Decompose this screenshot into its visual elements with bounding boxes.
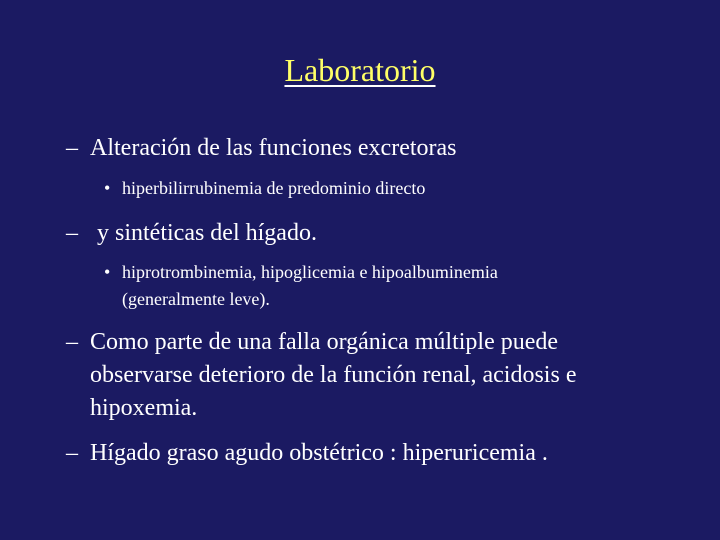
item-4-bullet: • (104, 262, 111, 282)
item-5-marker: – (66, 329, 78, 355)
item-4-text-line2: (generalmente leve). (122, 289, 270, 309)
item-2-bullet: • (104, 178, 111, 198)
item-3-text: y sintéticas del hígado. (97, 220, 317, 246)
item-3-marker: – (66, 220, 78, 246)
item-6-marker: – (66, 440, 78, 466)
item-5-text-line1: Como parte de una falla orgánica múltiple puede (90, 329, 559, 355)
item-2-text: hiperbilirrubinemia de predominio directo (122, 178, 426, 198)
item-4-text-line1: hiprotrombinemia, hipoglicemia e hipoalbuminemia (122, 262, 498, 282)
item-1-text: Alteración de las funciones excretoras (90, 135, 457, 161)
item-5-text-line3: hipoxemia. (90, 395, 198, 421)
item-1-marker: – (66, 135, 78, 161)
item-6-text: Hígado graso agudo obstétrico : hiperuricemia . (90, 440, 548, 466)
slide-title-text: Laboratorio (284, 52, 436, 88)
item-5-text-line2: observarse deterioro de la función renal, acidosis e (90, 362, 577, 388)
